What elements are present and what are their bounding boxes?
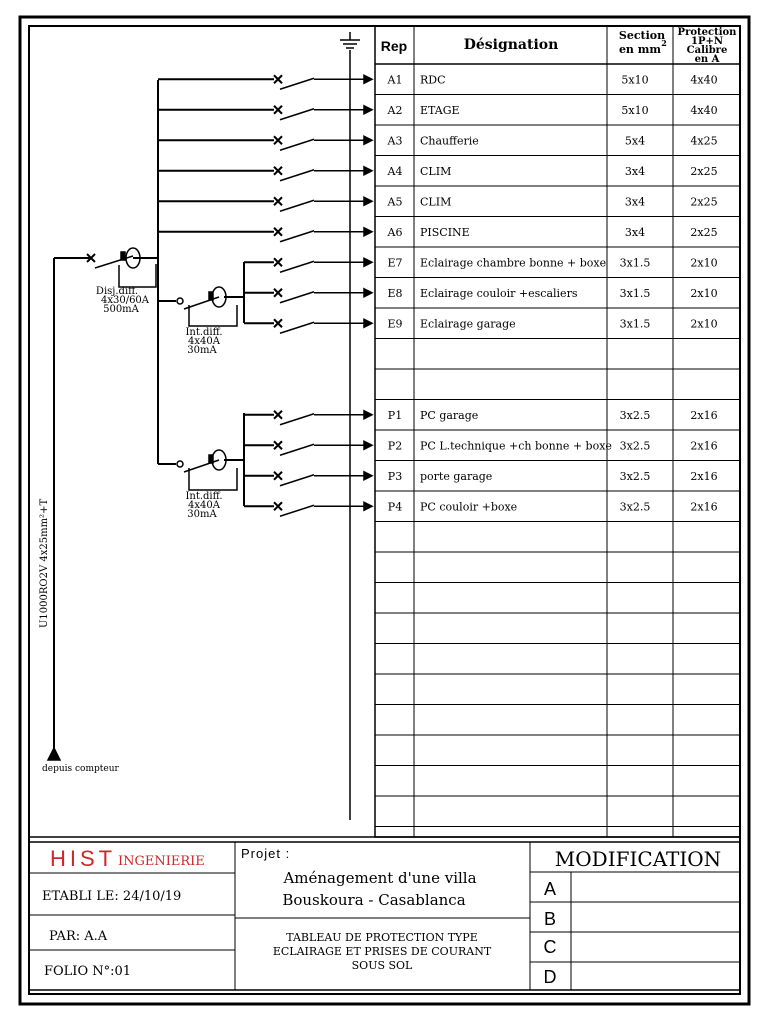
cell-rep: E7 xyxy=(387,256,403,270)
cell-designation: porte garage xyxy=(420,469,493,483)
inter-diff-sockets-label-line1: Int.diff. xyxy=(185,491,223,502)
cell-calibre: 4x25 xyxy=(690,134,718,148)
main-breaker-label-line1: Disj.diff. xyxy=(95,286,139,297)
main-breaker-symbol xyxy=(87,248,158,287)
source-label: depuis compteur xyxy=(42,764,119,774)
cell-calibre: 2x10 xyxy=(690,256,718,270)
cell-rep: P1 xyxy=(387,408,403,422)
cell-designation: ETAGE xyxy=(420,103,460,117)
inter-diff-sockets-label-line2: 4x40A xyxy=(188,500,220,511)
cell-calibre: 2x16 xyxy=(690,439,718,453)
inter-diff-lighting-label-line3: 30mA xyxy=(187,345,217,356)
inter-diff-lighting-label-line2: 4x40A xyxy=(188,336,220,347)
cell-rep: A1 xyxy=(387,73,403,87)
table-row xyxy=(387,195,718,208)
cell-calibre: 2x16 xyxy=(690,500,718,514)
circuit-branches xyxy=(158,75,372,516)
main-breaker-label-line2: 4x30/60A xyxy=(100,295,150,306)
cell-designation: PC garage xyxy=(420,408,479,422)
cell-section: 3x4 xyxy=(624,195,646,209)
cell-calibre: 2x25 xyxy=(690,195,718,209)
cell-section: 3x2.5 xyxy=(619,500,651,514)
table-rows xyxy=(387,73,718,513)
circuit-branch-a3 xyxy=(158,136,372,150)
cell-rep: E8 xyxy=(387,286,403,300)
circuit-branch-a4 xyxy=(158,167,372,181)
cell-designation: RDC xyxy=(420,73,446,87)
table-row xyxy=(387,317,717,330)
single-line-diagram xyxy=(48,32,372,820)
table-row xyxy=(387,256,717,269)
circuit-branch-e8 xyxy=(244,289,372,303)
circuit-branch-a2 xyxy=(158,106,372,120)
cell-designation: PC couloir +boxe xyxy=(420,500,518,514)
cell-section: 3x2.5 xyxy=(619,469,651,483)
cell-section: 3x1.5 xyxy=(619,286,651,300)
cell-designation: PISCINE xyxy=(420,225,470,239)
cell-calibre: 2x16 xyxy=(690,469,718,483)
mod-row-b: B xyxy=(543,909,557,929)
folio-number: FOLIO N°:01 xyxy=(44,964,132,979)
cell-rep: P2 xyxy=(387,439,403,453)
cell-calibre: 2x25 xyxy=(690,225,718,239)
cell-section: 3x4 xyxy=(624,225,646,239)
company-logo-ingenierie: INGENIERIE xyxy=(118,854,205,869)
main-breaker-label-line3: 500mA xyxy=(103,304,139,315)
table-row xyxy=(387,104,718,117)
cell-rep: A6 xyxy=(387,225,403,239)
cell-designation: Eclairage garage xyxy=(420,317,516,331)
cell-section: 3x1.5 xyxy=(619,256,651,270)
circuit-branch-p1 xyxy=(244,411,372,425)
company-logo-hist: HIST xyxy=(50,846,117,871)
circuit-branch-p2 xyxy=(244,441,372,455)
mod-row-a: A xyxy=(543,879,557,899)
circuit-branch-p4 xyxy=(244,502,372,516)
cell-rep: A5 xyxy=(387,195,403,209)
cell-calibre: 2x16 xyxy=(690,408,718,422)
table-row xyxy=(387,134,718,147)
cell-calibre: 2x10 xyxy=(690,286,718,300)
header-rep: Rep xyxy=(380,38,408,54)
cell-designation: PC L.technique +ch bonne + boxe xyxy=(420,439,612,453)
inter-diff-sockets-label-line3: 30mA xyxy=(187,509,217,520)
par-author: PAR: A.A xyxy=(49,929,108,944)
mod-row-d: D xyxy=(543,967,557,987)
table-row xyxy=(387,287,717,300)
header-protection-line3: Calibre xyxy=(686,45,728,56)
cell-section: 5x10 xyxy=(621,103,649,117)
cell-rep: P4 xyxy=(387,500,403,514)
projet-label: Projet : xyxy=(241,846,291,861)
cell-designation: CLIM xyxy=(420,164,452,178)
circuit-branch-e9 xyxy=(244,319,372,333)
description-line3: SOUS SOL xyxy=(351,959,413,972)
cell-designation: CLIM xyxy=(420,195,452,209)
cell-section: 5x4 xyxy=(624,134,646,148)
incoming-cable-label: U1000RO2V 4x25mm²+T xyxy=(39,498,50,628)
circuit-branch-p3 xyxy=(244,472,372,486)
inter-diff-lighting-label-line1: Int.diff. xyxy=(185,327,223,338)
cell-section: 3x1.5 xyxy=(619,317,651,331)
cell-designation: Eclairage chambre bonne + boxe xyxy=(420,256,607,270)
header-section-line2: en mm xyxy=(618,43,662,56)
cell-calibre: 2x25 xyxy=(690,164,718,178)
cell-calibre: 2x10 xyxy=(690,317,718,331)
mod-row-c: C xyxy=(543,937,557,957)
modification-title: MODIFICATION xyxy=(554,847,722,871)
table-row xyxy=(388,500,718,513)
cell-designation: Eclairage couloir +escaliers xyxy=(420,286,578,300)
table-row xyxy=(387,226,718,239)
circuit-branch-a6 xyxy=(158,228,372,242)
circuit-branch-e7 xyxy=(244,258,372,272)
cell-section: 3x2.5 xyxy=(619,439,651,453)
table-row xyxy=(388,470,718,483)
protection-table xyxy=(375,26,740,837)
cell-rep: A4 xyxy=(387,164,403,178)
circuit-branch-a5 xyxy=(158,197,372,211)
cell-section: 3x4 xyxy=(624,164,646,178)
cell-calibre: 4x40 xyxy=(690,103,718,117)
table-row xyxy=(387,73,718,86)
inter-diff-lighting-symbol xyxy=(158,287,244,326)
cell-rep: P3 xyxy=(387,469,403,483)
description-line1: TABLEAU DE PROTECTION TYPE xyxy=(286,931,478,944)
earth-icon xyxy=(340,32,360,48)
description-line2: ECLAIRAGE ET PRISES DE COURANT xyxy=(272,945,492,958)
header-designation: Désignation xyxy=(463,37,559,53)
source-arrow-icon xyxy=(48,748,60,760)
cell-designation: Chaufferie xyxy=(420,134,479,148)
cell-rep: E9 xyxy=(387,317,403,331)
header-protection-line1: Protection xyxy=(677,27,737,38)
etabli-date: ETABLI LE: 24/10/19 xyxy=(42,889,182,904)
table-row xyxy=(388,439,718,452)
inter-diff-sockets-symbol xyxy=(158,450,244,490)
cell-section: 5x10 xyxy=(621,73,649,87)
circuit-branch-a1 xyxy=(158,75,372,89)
cell-section: 3x2.5 xyxy=(619,408,651,422)
cell-rep: A2 xyxy=(387,103,403,117)
table-row xyxy=(388,409,718,422)
header-protection-line2: 1P+N xyxy=(691,36,723,47)
table-frame xyxy=(375,26,740,837)
cell-rep: A3 xyxy=(387,134,403,148)
header-section-line1: Section xyxy=(618,29,666,42)
header-protection-line4: en A xyxy=(694,54,720,65)
projet-line2: Bouskoura - Casablanca xyxy=(282,891,466,909)
header-section-superscript: 2 xyxy=(661,38,667,48)
cell-calibre: 4x40 xyxy=(690,73,718,87)
table-row xyxy=(387,165,718,178)
projet-line1: Aménagement d'une villa xyxy=(283,869,477,887)
